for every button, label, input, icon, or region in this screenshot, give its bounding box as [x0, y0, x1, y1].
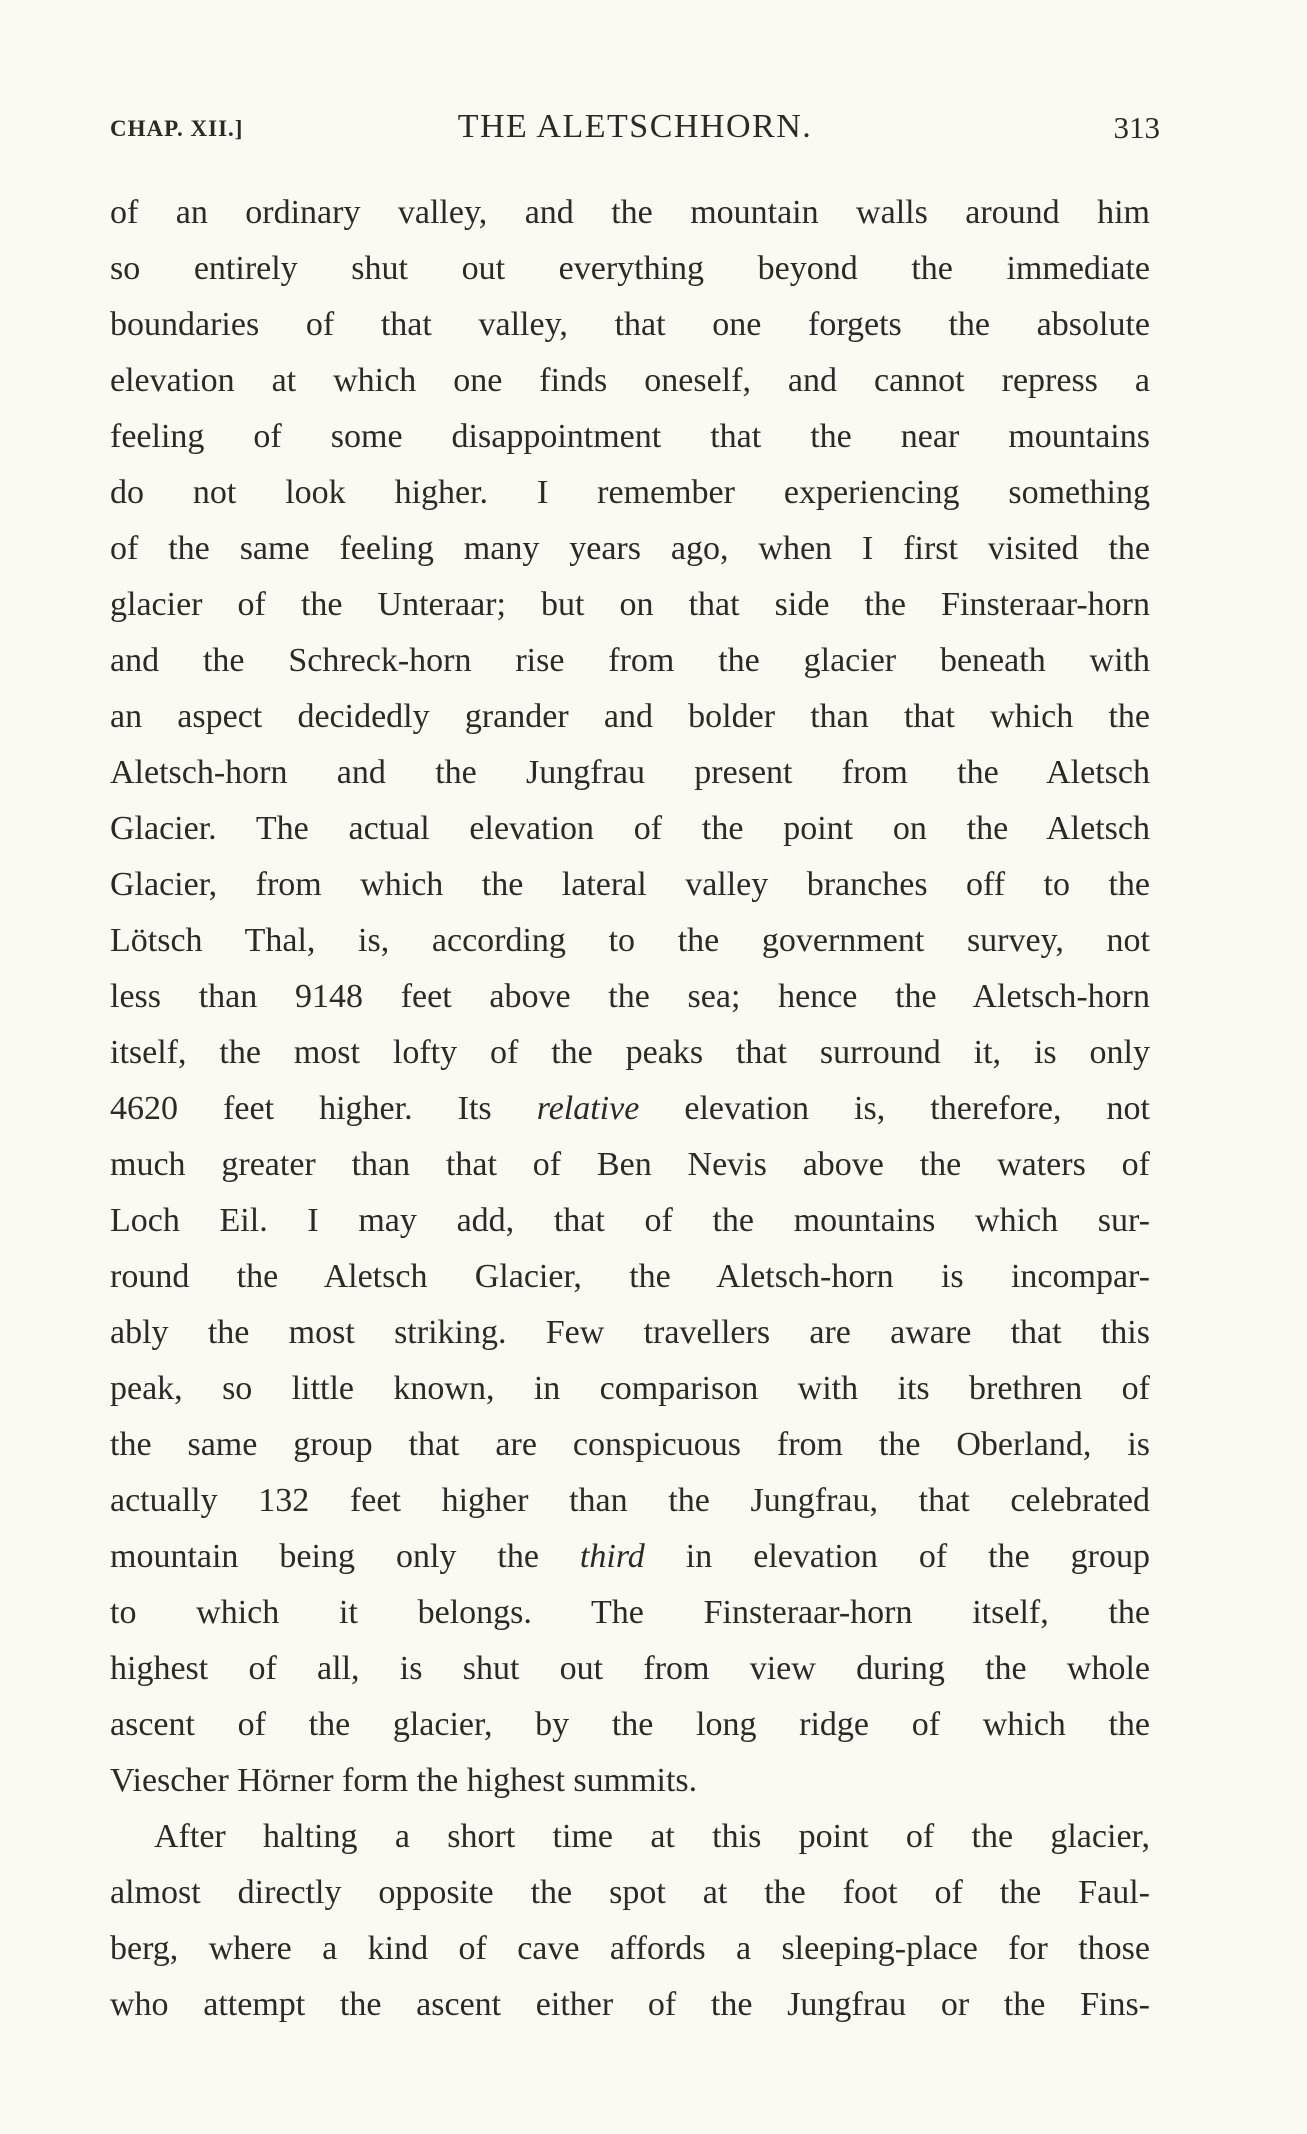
page-title: THE ALETSCHHORN. — [457, 108, 813, 145]
text-line: feeling of some disappointment that the near mountains — [110, 418, 1150, 455]
text-line: After halting a short time at this point of the glacier, — [154, 1818, 1150, 1855]
text-line: so entirely shut out everything beyond the immediate — [110, 250, 1150, 287]
text-line — [110, 1529, 1150, 1585]
text-line: much greater than that of Ben Nevis above the waters of — [110, 1146, 1150, 1183]
text-line: Glacier. The actual elevation of the point on the Aletsch — [110, 810, 1150, 847]
text-line: actually 132 feet higher than the Jungfrau, that celebrated — [110, 1482, 1150, 1519]
text-line: who attempt the ascent either of the Jungfrau or the Fins- — [110, 1986, 1150, 2023]
text-segment: in elevation of the group — [644, 1538, 1150, 1575]
text-line: Viescher Hörner form the highest summits. — [110, 1762, 698, 1799]
italic-word: relative — [536, 1090, 640, 1127]
text-line: an aspect decidedly grander and bolder than that which the — [110, 698, 1150, 735]
running-head — [110, 108, 1160, 152]
text-line: elevation at which one finds oneself, and cannot repress a — [110, 362, 1150, 399]
text-line: Loch Eil. I may add, that of the mountains which sur- — [110, 1202, 1150, 1239]
text-segment: mountain being only the — [110, 1538, 580, 1575]
text-line: ascent of the glacier, by the long ridge of which the — [110, 1706, 1150, 1743]
text-line: ably the most striking. Few travellers are aware that this — [110, 1314, 1150, 1351]
text-line: almost directly opposite the spot at the foot of the Faul- — [110, 1874, 1150, 1911]
text-line: Glacier, from which the lateral valley branches off to the — [110, 866, 1150, 903]
text-line: Lötsch Thal, is, according to the government survey, not — [110, 922, 1150, 959]
text-segment: 4620 feet higher. Its — [110, 1090, 537, 1127]
text-line: peak, so little known, in comparison with its brethren of — [110, 1370, 1150, 1407]
text-line — [110, 1081, 1150, 1137]
text-line: of the same feeling many years ago, when I first visited the — [110, 530, 1150, 567]
text-line: berg, where a kind of cave affords a sleeping-place for those — [110, 1930, 1150, 1967]
page-number: 313 — [1113, 110, 1160, 145]
italic-word: third — [579, 1538, 645, 1575]
text-line: round the Aletsch Glacier, the Aletsch-horn is incompar- — [110, 1258, 1150, 1295]
text-line: less than 9148 feet above the sea; hence the Aletsch-horn — [110, 978, 1150, 1015]
text-segment: elevation is, therefore, not — [639, 1090, 1150, 1127]
text-line: the same group that are conspicuous from the Oberland, is — [110, 1426, 1150, 1463]
text-line: highest of all, is shut out from view during the whole — [110, 1650, 1150, 1687]
text-line: of an ordinary valley, and the mountain walls around him — [110, 194, 1150, 231]
text-line: to which it belongs. The Finsteraar-horn itself, the — [110, 1594, 1150, 1631]
text-line: glacier of the Unteraar; but on that side the Finsteraar-horn — [110, 586, 1150, 623]
body-text — [110, 185, 1150, 2033]
chapter-label: CHAP. XII.] — [110, 116, 244, 141]
text-line: do not look higher. I remember experiencing something — [110, 474, 1150, 511]
text-line: and the Schreck-horn rise from the glacier beneath with — [110, 642, 1150, 679]
text-line: boundaries of that valley, that one forgets the absolute — [110, 306, 1150, 343]
text-line: Aletsch-horn and the Jungfrau present from the Aletsch — [110, 754, 1150, 791]
text-line: itself, the most lofty of the peaks that surround it, is only — [110, 1034, 1150, 1071]
